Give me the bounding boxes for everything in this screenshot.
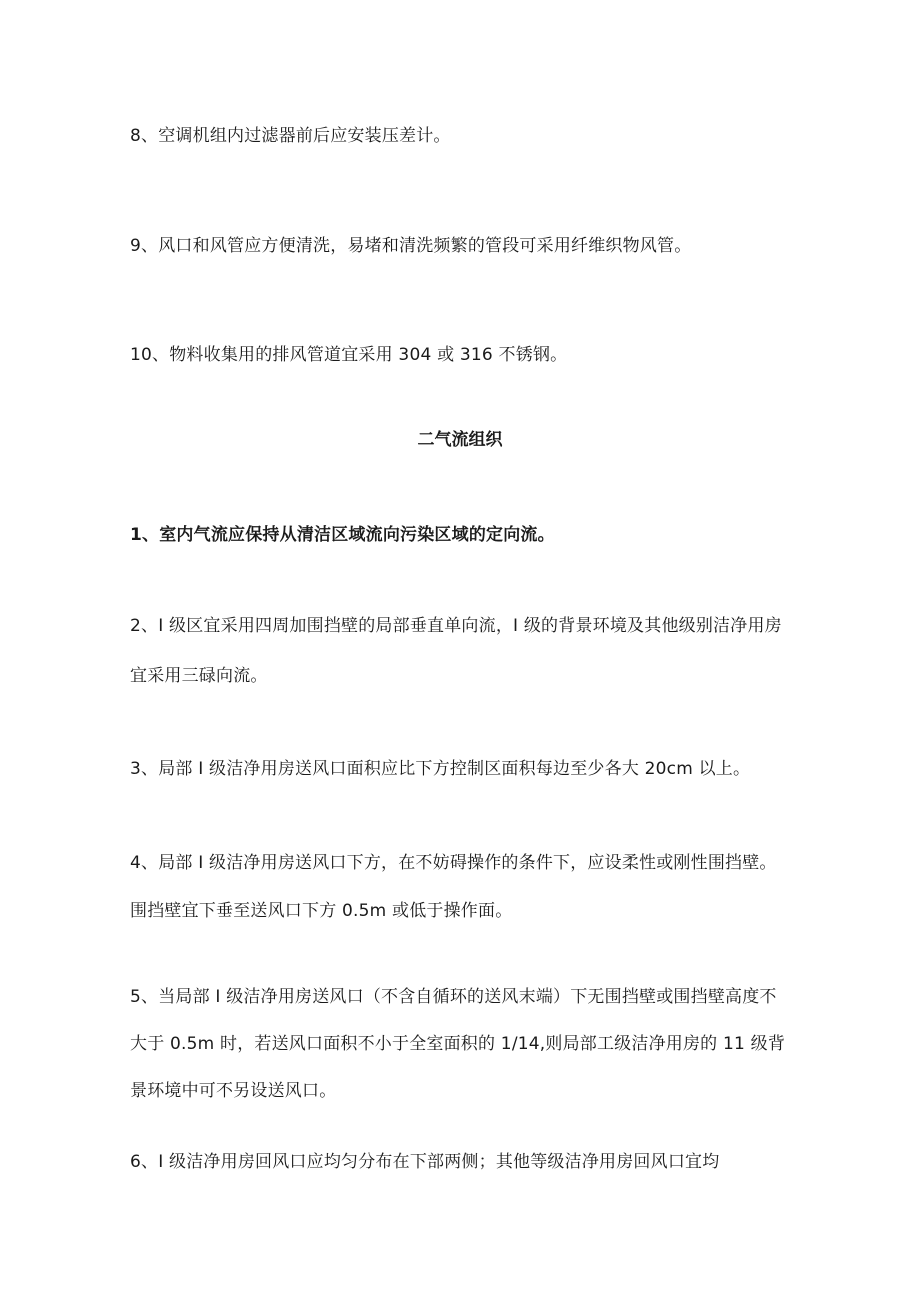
paragraph-item-2-line-2: 宜采用三碌向流。 <box>130 666 268 686</box>
paragraph-item-4-line-1: 4、局部 I 级洁净用房送风口下方，在不妨碍操作的条件下，应设柔性或刚性围挡壁。 <box>130 853 777 873</box>
paragraph-item-3: 3、局部 I 级洁净用房送风口面积应比下方控制区面积每边至少各大 20cm 以上。 <box>130 759 751 779</box>
paragraph-item-6-line-1: 6、I 级洁净用房回风口应均匀分布在下部两侧；其他等级洁净用房回风口宜均 <box>130 1152 720 1172</box>
paragraph-item-5-line-3: 景环境中可不另设送风口。 <box>130 1081 337 1101</box>
paragraph-item-1: 1、室内气流应保持从清洁区域流向污染区域的定向流。 <box>130 525 555 545</box>
paragraph-item-5-line-2: 大于 0.5m 时，若送风口面积不小于全室面积的 1/14,则局部工级洁净用房的 11 级背 <box>130 1034 786 1054</box>
paragraph-item-4-line-2: 围挡壁宜下垂至送风口下方 0.5m 或低于操作面。 <box>130 901 513 921</box>
paragraph-item-2-line-1: 2、I 级区宜采用四周加围挡壁的局部垂直单向流，I 级的背景环境及其他级别洁净用房 <box>130 616 782 636</box>
section-title: 二气流组织 <box>417 430 503 450</box>
paragraph-item-5-line-1: 5、当局部 I 级洁净用房送风口（不含自循环的送风末端）下无围挡壁或围挡壁高度不 <box>130 987 777 1007</box>
paragraph-item-10: 10、物料收集用的排风管道宜采用 304 或 316 不锈钢。 <box>130 345 568 365</box>
paragraph-item-9: 9、风口和风管应方便清洗，易堵和清洗频繁的管段可采用纤维织物风管。 <box>130 236 692 256</box>
paragraph-item-8: 8、空调机组内过滤器前后应安装压差计。 <box>130 126 451 146</box>
